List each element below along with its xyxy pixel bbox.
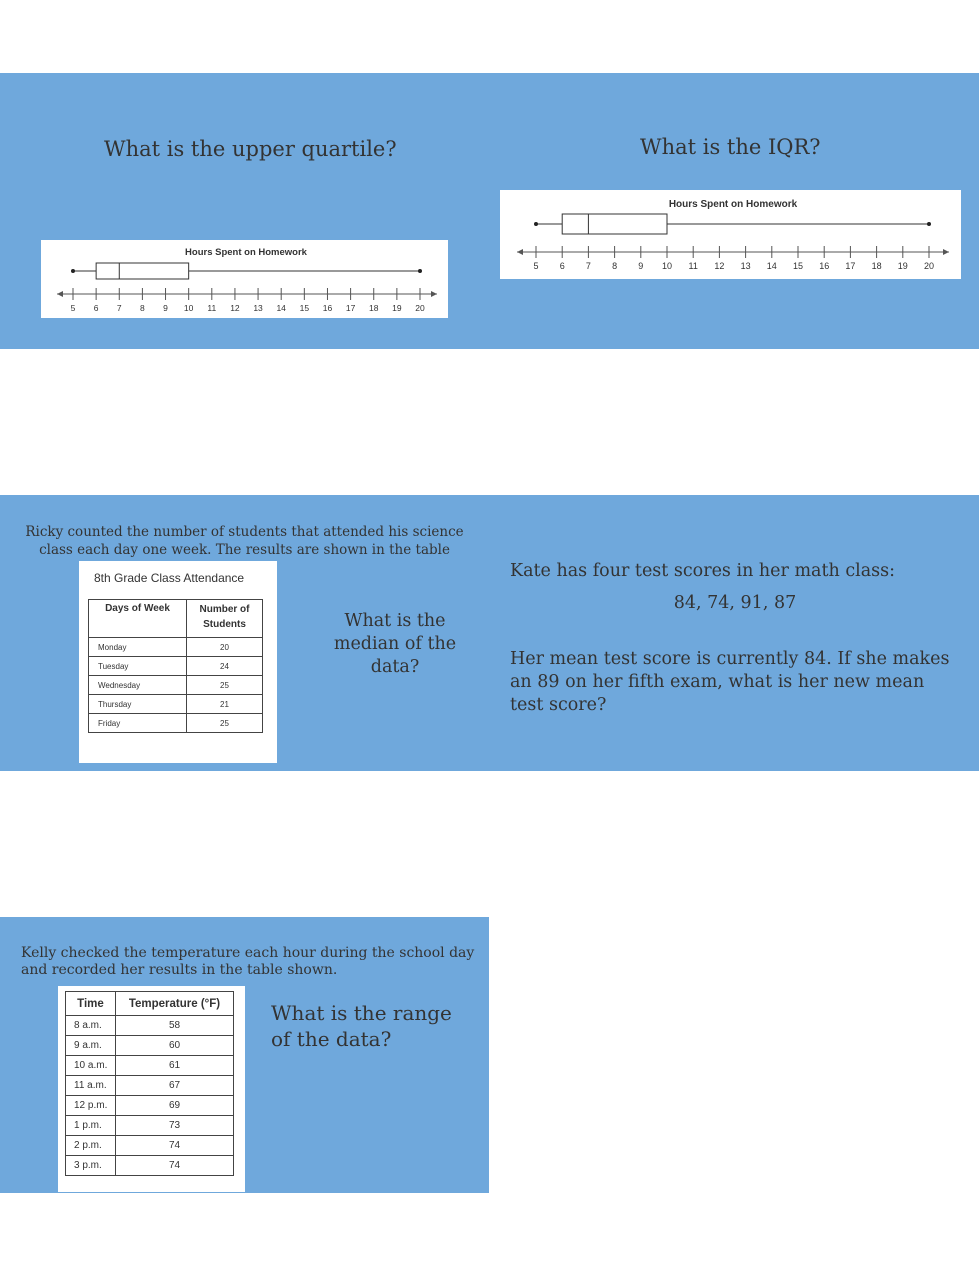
tick-label: 10: [183, 303, 194, 313]
header-count: Number of Students: [187, 600, 263, 638]
tick-label: 9: [638, 261, 644, 271]
temperature-value: 74: [116, 1136, 234, 1156]
tick-label: 7: [585, 261, 591, 271]
temperature-row: [66, 1016, 234, 1036]
question-iqr: What is the IQR?: [640, 135, 821, 159]
attendance-count: 25: [187, 676, 263, 695]
attendance-row: [89, 714, 263, 733]
tick-label: 8: [612, 261, 618, 271]
kate-intro: Kate has four test scores in her math class:: [510, 561, 896, 581]
header-days: Days of Week: [89, 600, 187, 638]
temperature-value: 73: [116, 1116, 234, 1136]
question-range: What is the range of the data?: [271, 1001, 452, 1051]
temperature-time: 2 p.m.: [66, 1136, 116, 1156]
tick-label: 20: [415, 303, 425, 313]
box-iqr: [96, 263, 189, 279]
temperature-value: 74: [116, 1156, 234, 1176]
slide-3: [0, 917, 489, 1193]
attendance-intro: Ricky counted the number of students that attended his science class each day one week. The results are shown in the table: [25, 524, 464, 558]
tick-label: 5: [70, 303, 76, 313]
kate-scores: 84, 74, 91, 87: [673, 593, 797, 613]
temperature-card: [58, 986, 245, 1192]
tick-label: 14: [766, 261, 777, 271]
tick-label: 5: [533, 261, 539, 271]
tick-label: 9: [163, 303, 168, 313]
chart-title: Hours Spent on Homework: [185, 247, 307, 258]
tick-label: 18: [871, 261, 882, 271]
temperature-value: 60: [116, 1036, 234, 1056]
tick-label: 18: [368, 303, 379, 313]
temperature-time: 9 a.m.: [66, 1036, 116, 1056]
attendance-day: Tuesday: [89, 657, 187, 676]
tick-label: 20: [923, 261, 935, 271]
temperature-time: 1 p.m.: [66, 1116, 116, 1136]
question-upper-quartile: What is the upper quartile?: [104, 137, 397, 161]
tick-label: 11: [688, 261, 698, 271]
temperature-time: 3 p.m.: [66, 1156, 116, 1176]
tick-label: 13: [740, 261, 751, 271]
temperature-row: [66, 1056, 234, 1076]
boxplot-card-left: [41, 240, 448, 318]
temperature-time: 11 a.m.: [66, 1076, 116, 1096]
arrow-right-icon: [943, 249, 949, 255]
box-iqr: [562, 214, 667, 234]
attendance-count: 24: [187, 657, 263, 676]
question-median: What is the median of the data?: [333, 611, 457, 677]
min-point: [534, 222, 538, 226]
temperature-row: [66, 1116, 234, 1136]
slide-2: [0, 495, 979, 771]
temperature-value: 58: [116, 1016, 234, 1036]
tick-label: 10: [661, 261, 673, 271]
tick-label: 17: [345, 303, 356, 313]
tick-label: 12: [230, 303, 240, 313]
attendance-row: [89, 638, 263, 657]
attendance-row: [89, 657, 263, 676]
slide-1: [0, 73, 979, 349]
temperature-time: 8 a.m.: [66, 1016, 116, 1036]
tick-label: 7: [116, 303, 122, 313]
temperature-value: 61: [116, 1056, 234, 1076]
attendance-day: Monday: [89, 638, 187, 657]
chart-title: Hours Spent on Homework: [668, 199, 798, 210]
attendance-day: Wednesday: [89, 676, 187, 695]
header-time: Time: [66, 992, 116, 1016]
attendance-count: 25: [187, 714, 263, 733]
tick-label: 15: [792, 261, 804, 271]
tick-label: 19: [392, 303, 402, 313]
tick-label: 11: [207, 303, 217, 313]
temperature-time: 10 a.m.: [66, 1056, 116, 1076]
tick-label: 6: [559, 261, 565, 271]
arrow-left-icon: [517, 249, 523, 255]
attendance-count: 21: [187, 695, 263, 714]
tick-label: 19: [897, 261, 908, 271]
arrow-right-icon: [431, 291, 437, 297]
temperature-row: [66, 1156, 234, 1176]
tick-label: 8: [140, 303, 145, 313]
max-point: [927, 222, 931, 226]
tick-label: 17: [845, 261, 856, 271]
attendance-day: Friday: [89, 714, 187, 733]
min-point: [71, 269, 75, 273]
temperature-intro: Kelly checked the temperature each hour during the school day and recorded her results in the table shown.: [21, 945, 475, 978]
kate-question: Her mean test score is currently 84. If she makes an 89 on her fifth exam, what is her new mean test score?: [510, 649, 950, 715]
tick-label: 16: [819, 261, 830, 271]
boxplot-chart-left: [41, 240, 448, 318]
attendance-count: 20: [187, 638, 263, 657]
tick-label: 15: [299, 303, 310, 313]
attendance-row: [89, 676, 263, 695]
boxplot-chart-right: [500, 190, 961, 279]
tick-label: 16: [322, 303, 333, 313]
tick-label: 14: [276, 303, 286, 313]
temperature-value: 67: [116, 1076, 234, 1096]
attendance-card: [79, 561, 277, 763]
temperature-value: 69: [116, 1096, 234, 1116]
max-point: [418, 269, 422, 273]
attendance-table: [88, 599, 263, 733]
tick-label: 6: [93, 303, 99, 313]
tick-label: 12: [714, 261, 725, 271]
temperature-table: [65, 991, 234, 1176]
temperature-row: [66, 1096, 234, 1116]
temperature-row: [66, 1076, 234, 1096]
temperature-time: 12 p.m.: [66, 1096, 116, 1116]
header-temperature: Temperature (°F): [116, 992, 234, 1016]
arrow-left-icon: [57, 291, 63, 297]
attendance-table-title: 8th Grade Class Attendance: [94, 571, 245, 585]
temperature-row: [66, 1036, 234, 1056]
temperature-row: [66, 1136, 234, 1156]
tick-label: 13: [253, 303, 263, 313]
attendance-day: Thursday: [89, 695, 187, 714]
boxplot-card-right: [500, 190, 961, 279]
attendance-row: [89, 695, 263, 714]
